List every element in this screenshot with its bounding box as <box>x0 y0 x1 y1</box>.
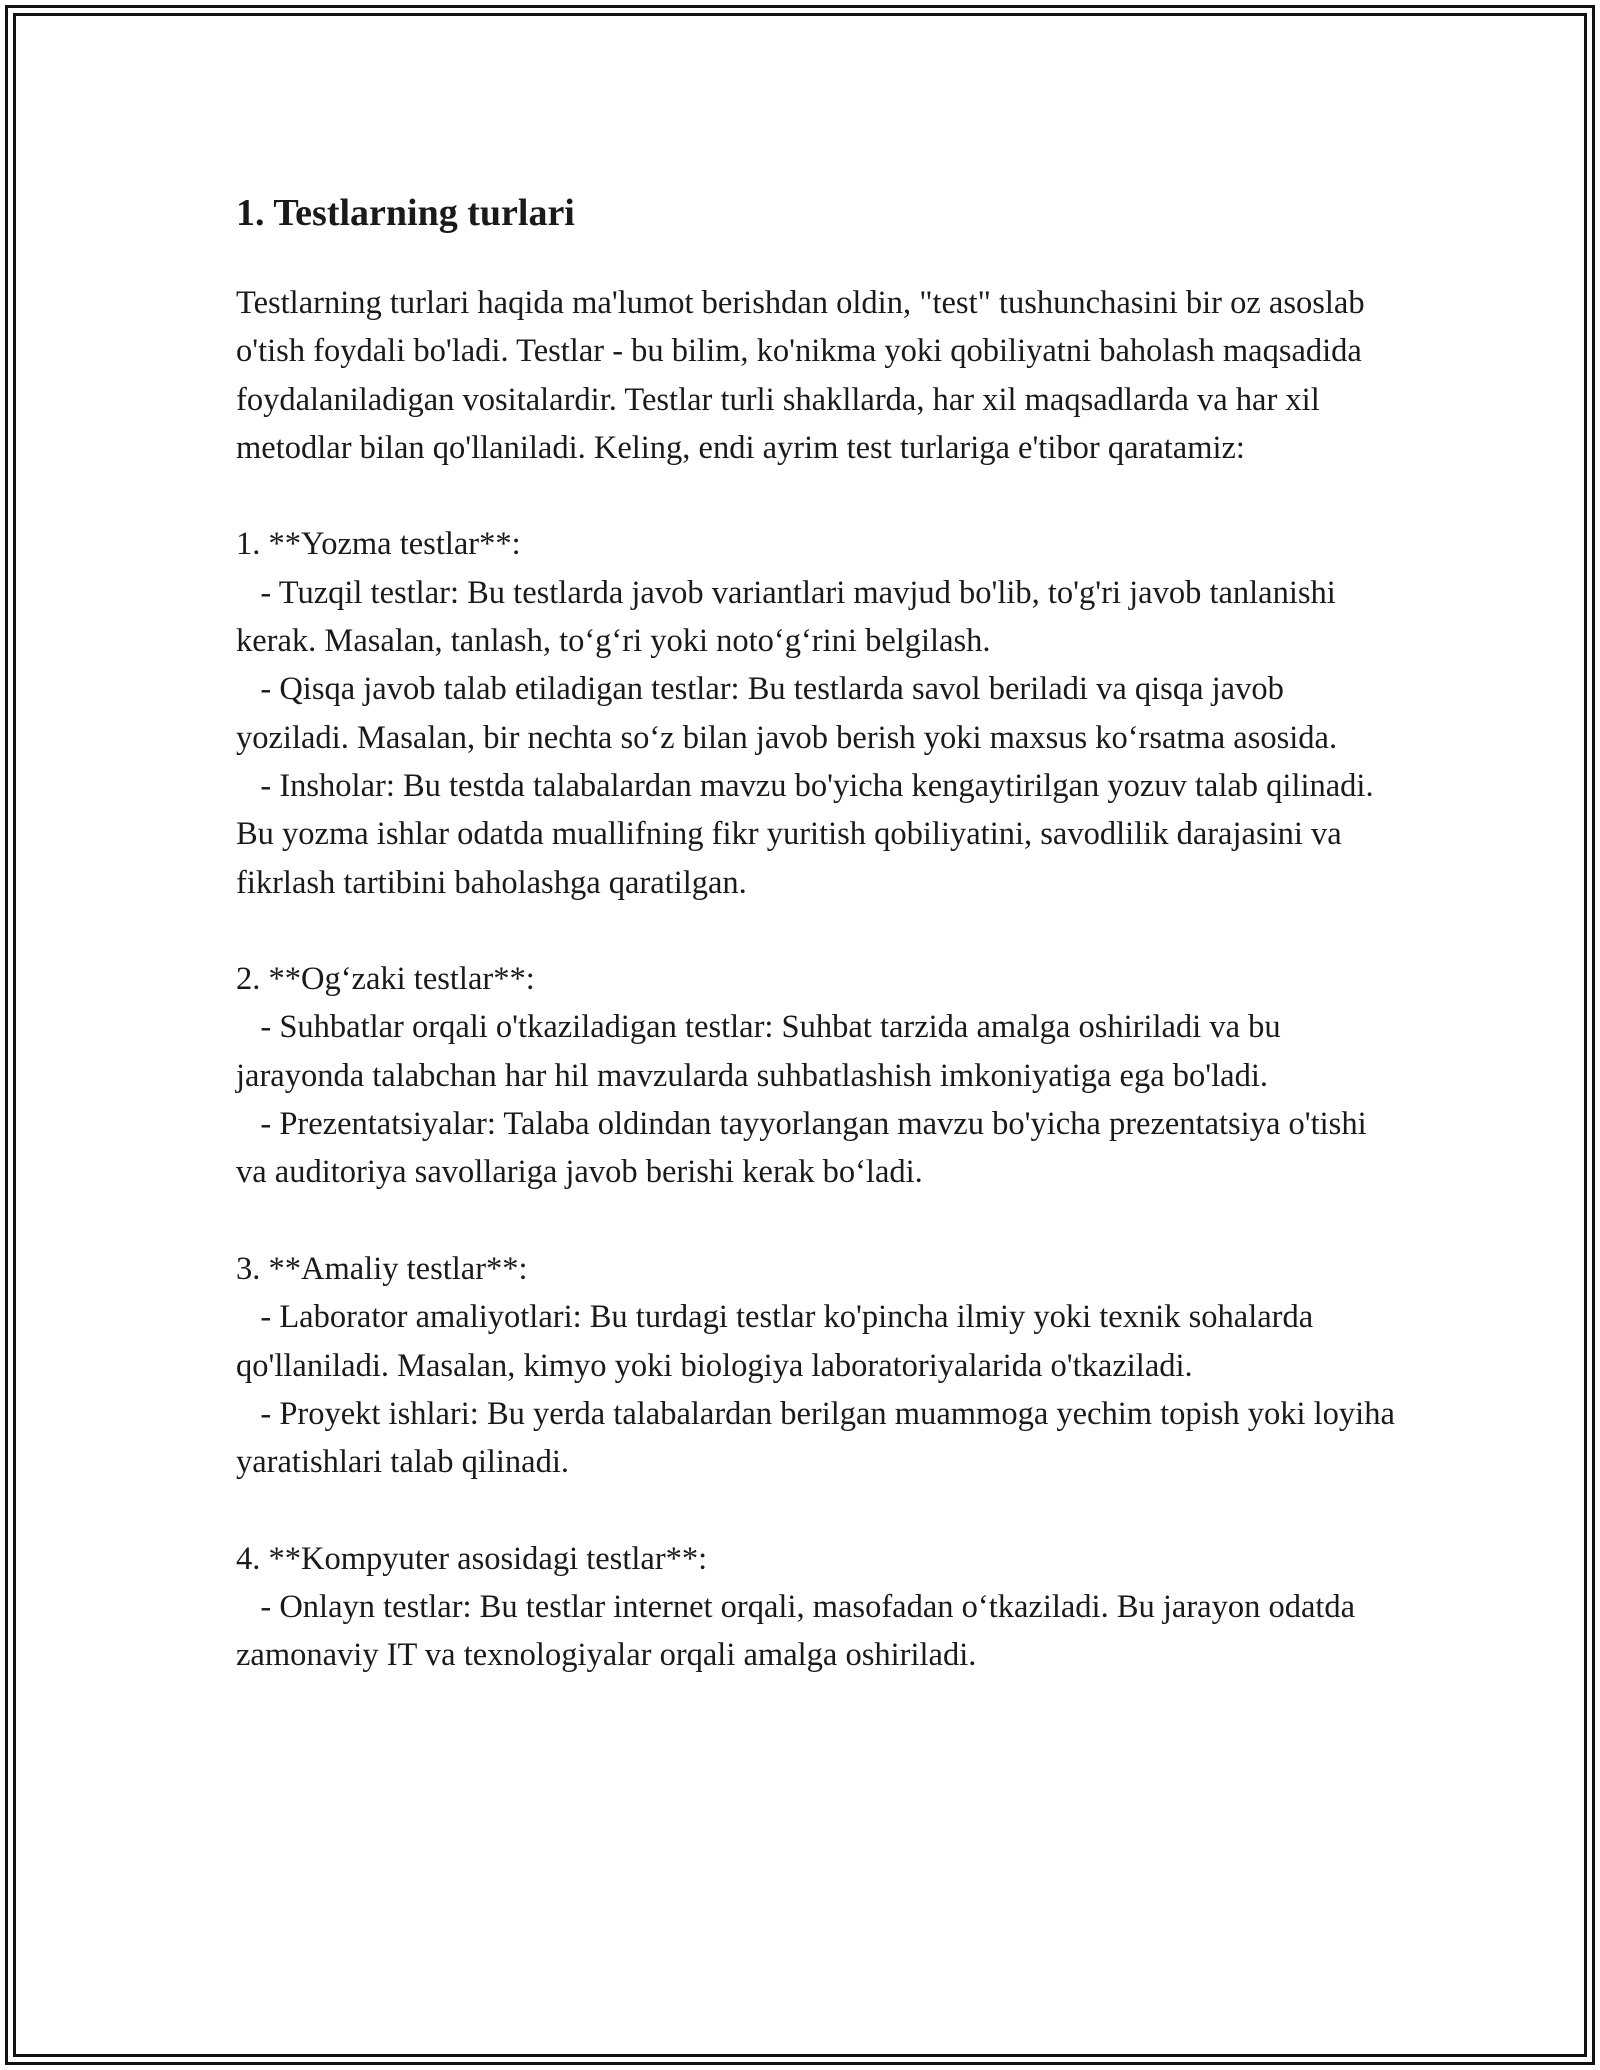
section-heading: 2. **Og‘zaki testlar**: <box>236 961 535 998</box>
section-heading: 3. **Amaliy testlar**: <box>236 1250 528 1287</box>
document-body <box>236 183 1404 1680</box>
section-computer-tests <box>236 1535 1396 1680</box>
section-heading: 1. **Yozma testlar**: <box>236 526 521 563</box>
section-oral-tests <box>236 955 1396 1196</box>
section-written-tests <box>236 520 1396 906</box>
intro-paragraph: Testlarning turlari haqida ma'lumot berishdan oldin, "test" tushunchasini bir oz asoslab o'tish foydali bo'ladi. Testlar - bu bilim, ko'nikma yoki qobiliyatni baholash maqsadida foydalaniladigan vositalardir. Testlar turli shakllarda, har xil maqsadlarda va har xil metodlar bilan qo'llaniladi. Keling, endi ayrim test turlariga e'tibor qaratamiz: <box>236 285 1373 466</box>
paragraph-gap <box>236 907 1396 955</box>
paragraph-gap <box>236 472 1396 520</box>
section-practical-tests <box>236 1245 1404 1486</box>
document-title: 1. Testlarning turlari <box>236 192 575 234</box>
section-item: - Tuzqil testlar: Bu testlarda javob variantlari mavjud bo'lib, to'g'ri javob tanlanishi kerak. Masalan, tanlash, to‘g‘ri yoki noto‘g‘rini belgilash. <box>236 574 1344 660</box>
section-item: - Suhbatlar orqali o'tkaziladigan testlar: Suhbat tarzida amalga oshiriladi va bu jarayonda talabchan har hil mavzularda suhbatlashish imkoniyatiga ega bo'ladi. <box>236 1009 1289 1094</box>
paragraph-gap <box>236 1486 1396 1534</box>
section-item: - Proyekt ishlari: Bu yerda talabalardan berilgan muammoga yechim topish yoki loyiha yaratishlari talab qilinadi. <box>236 1395 1404 1481</box>
section-item: - Onlayn testlar: Bu testlar internet orqali, masofadan o‘tkaziladi. Bu jarayon odatda zamonaviy IT va texnologiyalar orqali amalga oshiriladi. <box>236 1589 1364 1674</box>
section-item: - Qisqa javob talab etiladigan testlar: Bu testlarda savol beriladi va qisqa javob yoziladi. Masalan, bir nechta so‘z bilan javob berish yoki maxsus ko‘rsatma asosida. <box>236 671 1338 756</box>
section-heading: 4. **Kompyuter asosidagi testlar**: <box>236 1540 708 1577</box>
paragraph-gap <box>236 1197 1396 1245</box>
section-item: - Laborator amaliyotlari: Bu turdagi testlar ko'pincha ilmiy yoki texnik sohalarda qo'llaniladi. Masalan, kimyo yoki biologiya laboratoriyalarida o'tkaziladi. <box>236 1299 1322 1384</box>
section-item: - Prezentatsiyalar: Talaba oldindan tayyorlangan mavzu bo'yicha prezentatsiya o'tishi va auditoriya savollariga javob berishi kerak bo‘ladi. <box>236 1106 1375 1191</box>
section-item: - Insholar: Bu testda talabalardan mavzu bo'yicha kengaytirilgan yozuv talab qilinadi. Bu yozma ishlar odatda muallifning fikr yuritish qobiliyatini, savodlilik darajasini va fikrlash tartibini baholashga qaratilgan. <box>236 767 1382 901</box>
